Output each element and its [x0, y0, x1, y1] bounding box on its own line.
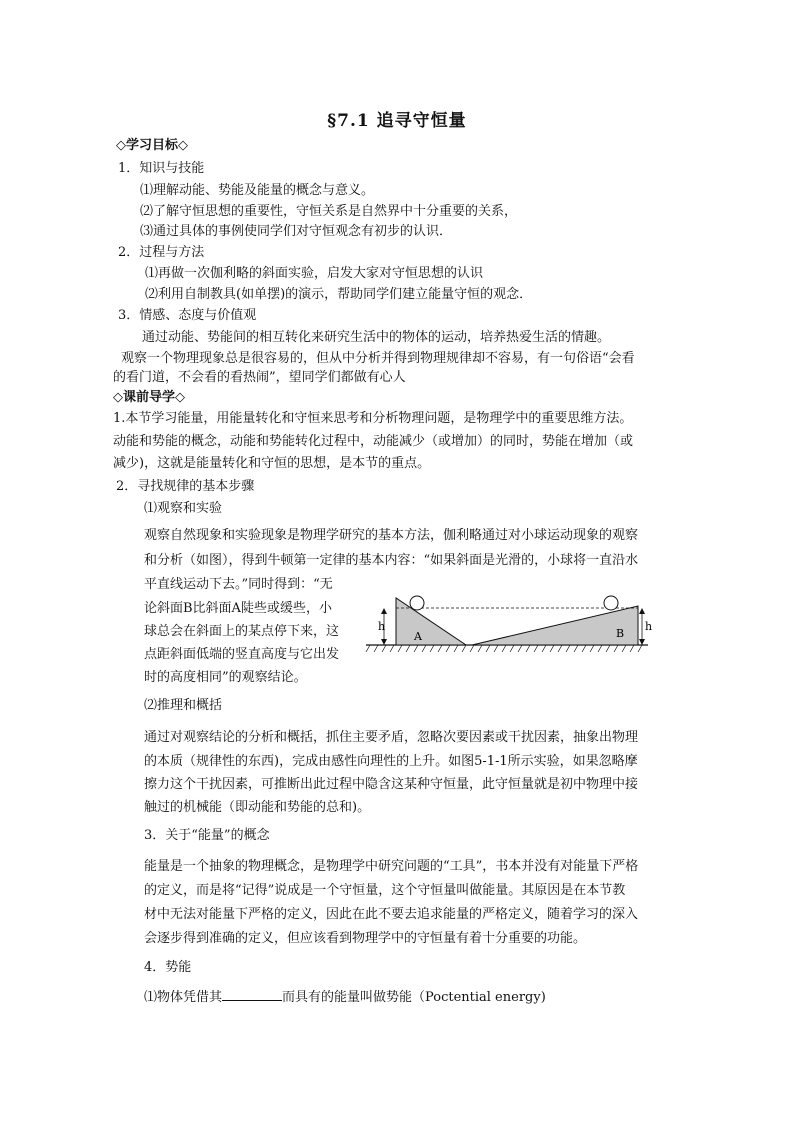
- guide-heading-2: 2．寻找规律的基本步骤: [116, 479, 255, 494]
- paragraph: 触过的机械能（即动能和势能的总和)。: [144, 800, 371, 815]
- label-a: A: [414, 630, 422, 643]
- paragraph: 点距斜面低端的竖直高度与它出发: [144, 647, 340, 662]
- answer-blank[interactable]: [222, 989, 282, 1001]
- ball-end: [604, 596, 618, 610]
- paragraph: 材中无法对能量下严格的定义，因此在此不要去追求能量的严格定义，随着学习的深入: [144, 907, 639, 922]
- incline-b: [472, 606, 638, 645]
- paragraph: 会逐步得到准确的定义，但应该看到物理学中的守恒量有着十分重要的功能。: [144, 931, 587, 946]
- goal-heading-2: 2．过程与方法: [118, 245, 205, 260]
- paragraph: 平直线运动下去。”同时得到：“无: [144, 577, 333, 592]
- guide-heading-4: 4．势能: [144, 960, 192, 975]
- paragraph: 论斜面B比斜面A陡些或缓些，小: [144, 601, 332, 616]
- ball-start: [410, 596, 424, 610]
- fill-in-line: [144, 989, 546, 1006]
- paragraph: 1.本节学习能量，用能量转化和守恒来思考和分析物理问题，是物理学中的重要思维方法。: [113, 411, 633, 426]
- goal-item: 通过动能、势能间的相互转化来研究生活中的物体的运动，培养热爱生活的情趣。: [142, 330, 611, 345]
- page-title: §7.1 追寻守恒量: [327, 111, 467, 131]
- goal-item: 观察一个物理现象总是很容易的，但从中分析并得到物理规律却不容易，有一句俗语“会看: [121, 351, 635, 366]
- goal-item: ⑴理解动能、势能及能量的概念与意义。: [140, 183, 375, 198]
- guide-heading-3: 3．关于“能量”的概念: [144, 828, 270, 843]
- paragraph: 减少)，这就是能量转化和守恒的思想，是本节的重点。: [113, 456, 431, 471]
- paragraph: 能量是一个抽象的物理概念，是物理学中研究问题的“工具”，书本并没有对能量下严格: [144, 859, 639, 874]
- paragraph: 球总会在斜面上的某点停下来，这: [144, 624, 340, 639]
- goal-item: ⑶通过具体的事例使同学们对守恒观念有初步的认识．: [140, 224, 453, 239]
- label-h-left: h: [378, 620, 386, 633]
- paragraph: 的本质（规律性的东西)，完成由感性向理性的上升。如图5-1-1所示实验，如果忽略摩: [144, 754, 638, 769]
- section-header-goals: ◇学习目标◇: [116, 138, 188, 153]
- paragraph: 时的高度相同”的观察结论。: [144, 670, 307, 685]
- goal-heading-3: 3．情感、态度与价值观: [118, 308, 257, 323]
- fill-in-suffix: 而具有的能量叫做势能（Poctential energy): [282, 990, 546, 1005]
- label-h-right: h: [645, 620, 652, 633]
- incline-a: [396, 598, 466, 645]
- paragraph: 的定义，而是将“记得”说成是一个守恒量，这个守恒量叫做能量。其原因是在本节教: [144, 883, 626, 898]
- goal-item: ⑴再做一次伽利略的斜面实验，启发大家对守恒思想的认识: [145, 266, 484, 281]
- subheading: ⑴观察和实验: [144, 501, 223, 516]
- paragraph: 观察自然现象和实验现象是物理学研究的基本方法，伽利略通过对小球运动现象的观察: [144, 528, 639, 543]
- goal-item: ⑵了解守恒思想的重要性，守恒关系是自然界中十分重要的关系，: [140, 204, 518, 219]
- paragraph: 通过对观察结论的分析和概括，抓住主要矛盾，忽略次要因素或干扰因素，抽象出物理: [144, 730, 639, 745]
- goal-heading-1: 1．知识与技能: [118, 161, 205, 176]
- paragraph: 擦力这个干扰因素，可推断出此过程中隐含这某种守恒量，此守恒量就是初中物理中接: [144, 777, 639, 792]
- paragraph: 和分析（如图），得到牛顿第一定律的基本内容：“如果斜面是光滑的，小球将一直沿水: [144, 553, 639, 568]
- goal-item: 的看门道，不会看的看热闹”，望同学们都做有心人: [113, 370, 406, 385]
- incline-diagram: [362, 588, 652, 656]
- label-b: B: [616, 627, 625, 640]
- paragraph: 动能和势能的概念，动能和势能转化过程中，动能减少（或增加）的同时，势能在增加（或: [113, 434, 634, 449]
- fill-in-prefix: ⑴物体凭借其: [144, 990, 223, 1005]
- section-header-guide: ◇课前导学◇: [113, 390, 185, 405]
- subheading: ⑵推理和概括: [144, 698, 223, 713]
- ground-hatching: [366, 645, 642, 652]
- goal-item: ⑵利用自制教具(如单摆)的演示，帮助同学们建立能量守恒的观念．: [145, 287, 533, 302]
